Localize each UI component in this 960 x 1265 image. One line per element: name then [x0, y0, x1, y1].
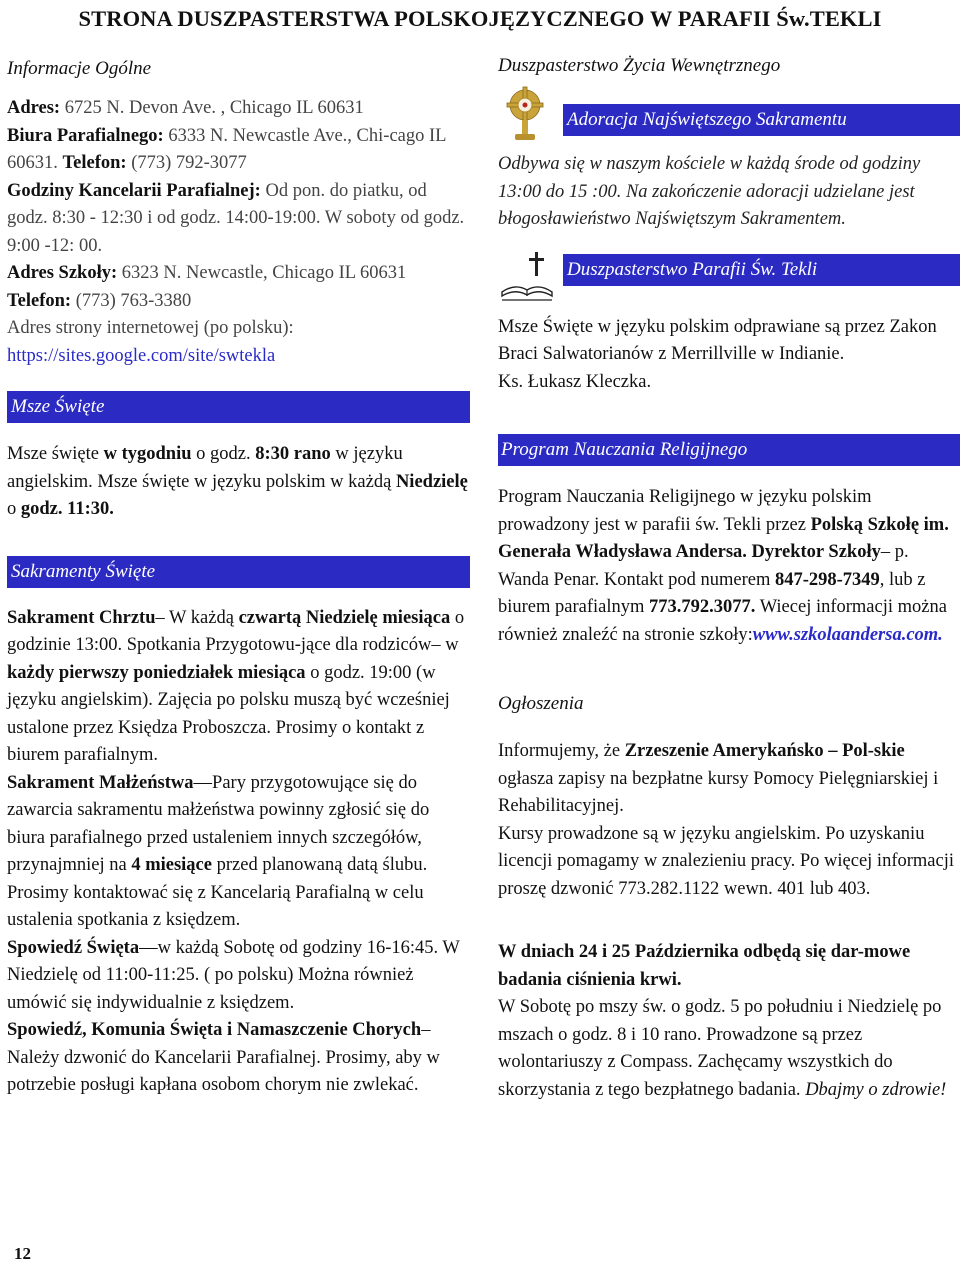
masses-bold-2: 8:30 rano: [255, 444, 331, 464]
masses-text-3: w języku angielskim. Msze święte w języku polskim w każdą: [7, 444, 403, 492]
hours-value: Od pon. do piatku, od godz. 8:30 - 12:30 i od godz. 14:00-19:00. W soboty od godz. 9:00 -12: 00.: [7, 180, 465, 256]
confession-text: —w każdą Sobotę od godziny 16-16:45. W Niedzielę od 11:00-11:25. ( po polsku) Można również umówić się indywidualnie z księdzem.: [7, 937, 460, 1013]
sick-paragraph: [7, 1017, 470, 1100]
address-value: 6725 N. Devon Ave. , Chicago IL 60631: [60, 98, 364, 118]
hours-label: Godziny Kancelarii Parafialnej:: [7, 180, 261, 201]
parish-ministry-heading-bar: Duszpasterstwo Parafii Św. Tekli: [563, 254, 960, 286]
religion-text: [498, 484, 960, 649]
right-column: [498, 55, 960, 1104]
address-line: [7, 95, 470, 123]
announcement-blood-pressure: [498, 939, 960, 994]
sacraments-block: [7, 605, 470, 1100]
marriage-paragraph: [7, 770, 470, 935]
religion-heading-bar: Program Nauczania Religijnego: [498, 434, 960, 466]
monstrance-icon: [502, 85, 548, 148]
inner-life-heading: Duszpasterstwo Życia Wewnętrznego: [498, 55, 781, 76]
baptism-label: Sakrament Chrztu: [7, 607, 156, 628]
announcement-courses: [498, 738, 960, 821]
marriage-text-1: —Pary przygotowujące się do zawarcia sakramentu małżeństwa powinny zgłosić się do biura parafialnego przed ustaleniem innych szczegółów, przynajmniej na: [7, 772, 430, 875]
school-value: 6323 N. Newcastle, Chicago IL 60631: [117, 263, 407, 283]
office-line: [7, 123, 470, 178]
masses-text-2: o godz.: [191, 444, 256, 464]
sick-text: – Należy dzwonić do Kancelarii Parafialnej. Prosimy, aby w potrzebie posługi kapłana osobom chorym nie zwlekać.: [7, 1020, 440, 1095]
parish-ministry-text: Msze Święte w języku polskim odprawiane są przez Zakon Braci Salwatorianów z Merrillville w Indianie.: [498, 316, 937, 364]
ann-bold-1: Zrzeszenie Amerykańsko – Pol-skie: [624, 741, 905, 761]
office-value: 6333 N. Newcastle Ave., Chi-cago IL 60631.: [7, 125, 446, 173]
baptism-bold-1: czwartą Niedzielę miesiąca: [238, 607, 451, 628]
website-label: Adres strony internetowej (po polsku):: [7, 318, 294, 338]
announcement-blood-pressure-2: [498, 994, 960, 1104]
website-link[interactable]: https://sites.google.com/site/swtekla: [7, 345, 276, 366]
adoration-text: Odbywa się w naszym kościele w każdą środe od godziny 13:00 do 15 :00. Na zakończenie adoracji udzielane jest błogosławieństwo Najświętszym Sakramentem.: [498, 154, 921, 229]
announcements-heading: Ogłoszenia: [498, 693, 584, 714]
masses-bold-1: w tygodniu: [103, 444, 192, 464]
religion-text-4: Wiecej informacji można również znaleźć na stronie szkoły:: [498, 597, 947, 645]
baptism-paragraph: [7, 605, 470, 770]
marriage-text-2: przed planowaną datą ślubu. Prosimy kontaktować się z Kancelarią Parafialną w celu ustalenia spotkania z księdzem.: [7, 855, 428, 930]
page-title: STRONA DUSZPASTERSTWA POLSKOJĘZYCZNEGO W PARAFII Św.TEKLI: [78, 6, 882, 31]
ann-text-1: Informujemy, że: [498, 741, 625, 761]
masses-heading-bar: Msze Święte: [7, 391, 470, 423]
baptism-text-1: – W każdą: [155, 607, 239, 628]
sick-label: Spowiedź, Komunia Święta i Namaszczenie Chorych: [7, 1020, 422, 1040]
bp-italic: Dbajmy o zdrowie!: [805, 1079, 947, 1100]
marriage-bold-1: 4 miesiące: [131, 855, 212, 875]
religion-bold-2: 847-298-7349: [774, 569, 880, 590]
religion-bold-3: 773.792.3077.: [649, 597, 756, 617]
bp-bold: W dniach 24 i 25 Października odbędą się dar-mowe badania ciśnienia krwi.: [498, 942, 911, 990]
masses-text: [7, 441, 470, 524]
hours-line: [7, 178, 470, 261]
religion-text-1: Program Nauczania Religijnego w języku polskim prowadzony jest w parafii św. Tekli przez: [498, 487, 872, 535]
religion-text-2: – p. Wanda Penar. Kontakt pod numerem: [498, 542, 909, 590]
priest-name: Ks. Łukasz Kleczka.: [498, 371, 652, 392]
left-column: [7, 55, 470, 1100]
adoration-heading-bar: Adoracja Najświętszego Sakramentu: [563, 104, 960, 136]
announcement-courses-2: Kursy prowadzone są w języku angielskim. Po uzyskaniu licencji pomagamy w znalezieniu pracy. Po więcej informacji proszę dzwonić 773.282.1122 wewn. 401 lub 403.: [498, 823, 954, 899]
general-info-block: [7, 95, 470, 370]
school-label: Adres Szkoły:: [7, 263, 118, 283]
school-phone-value: (773) 763-3380: [71, 290, 192, 311]
religion-text-3: , lub z biurem parafialnym: [498, 569, 926, 617]
ann-text-2: ogłasza zapisy na bezpłatne kursy Pomocy Pielęgniarskiej i Rehabilitacyjnej.: [498, 768, 939, 816]
school-line: [7, 260, 470, 315]
school-website-link[interactable]: www.szkolaandersa.com.: [752, 624, 943, 645]
baptism-text-2: o godzinie 13:00. Spotkania Przygotowu-jące dla rodziców– w: [7, 607, 465, 655]
phone-value: (773) 792-3077: [126, 153, 247, 173]
religion-bold-1: Polską Szkołę im. Generała Władysława Andersa. Dyrektor Szkoły: [498, 514, 949, 562]
confession-label: Spowiedź Święta: [7, 937, 140, 958]
baptism-text-3: o godz. 19:00 (w języku angielskim). Zajęcia po polsku muszą być wcześniej ustalone przez Księdza Proboszcza. Prosimy o kontakt z biurem parafialnym.: [7, 662, 450, 765]
school-phone-label: Telefon:: [7, 290, 72, 311]
general-info-heading: Informacje Ogólne: [7, 58, 152, 79]
masses-text-4: o: [7, 499, 21, 519]
adoration-header: [498, 85, 960, 145]
confession-paragraph: [7, 935, 470, 1018]
office-label: Biura Parafialnego:: [7, 125, 164, 146]
masses-text-1: Msze święte: [7, 444, 104, 464]
cross-bible-icon: [498, 250, 556, 313]
address-label: Adres:: [7, 98, 61, 118]
sacraments-heading-bar: Sakramenty Święte: [7, 556, 470, 588]
masses-bold-3: Niedzielę: [395, 471, 468, 492]
page-number: 12: [14, 1244, 31, 1263]
baptism-bold-2: każdy pierwszy poniedziałek miesiąca: [7, 662, 306, 683]
masses-bold-4: godz. 11:30.: [20, 499, 114, 519]
marriage-label: Sakrament Małżeństwa: [7, 772, 194, 793]
announcements-block: [498, 738, 960, 1104]
bp-text: W Sobotę po mszy św. o godz. 5 po południu i Niedzielę po mszach o godz. 8 i 10 rano. Prowadzone są przez wolontariuszy z Compass. Zachęcamy wszystkich do skorzystania z tego bezpłatnego badania.: [498, 997, 942, 1100]
phone-label: Telefon:: [62, 153, 127, 173]
parish-ministry-header: [498, 250, 960, 308]
